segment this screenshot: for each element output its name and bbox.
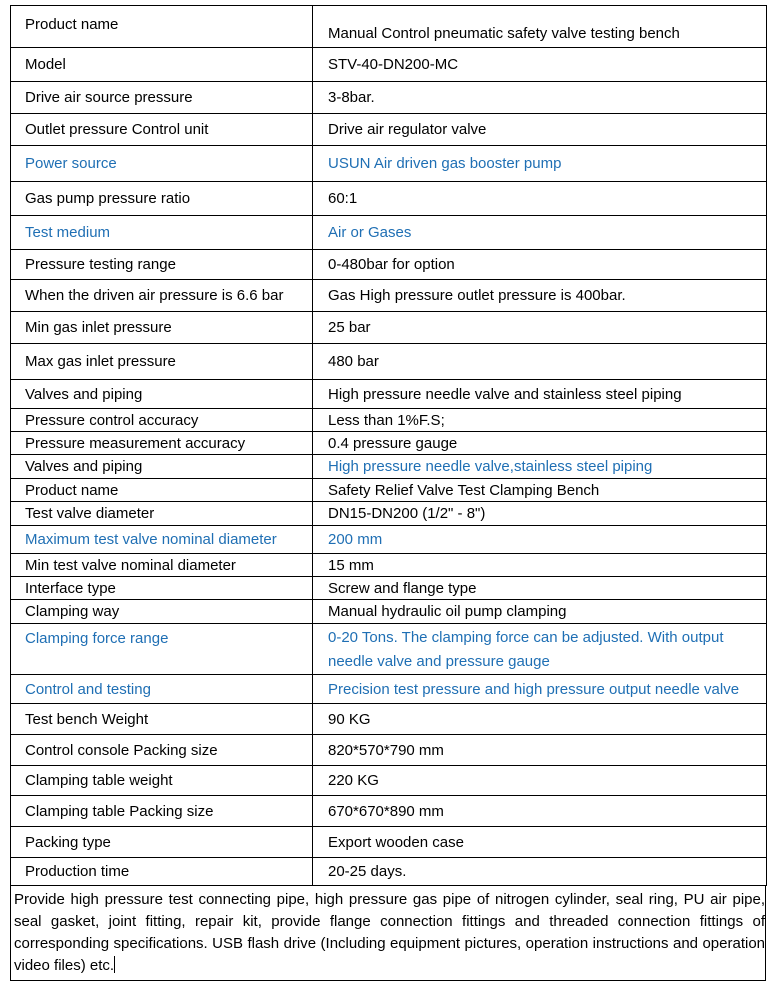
table-row <box>11 675 767 704</box>
row-label: Clamping force range <box>11 624 313 675</box>
row-value: 0.4 pressure gauge <box>313 432 767 455</box>
table-row <box>11 6 767 48</box>
row-value: 200 mm <box>313 526 767 554</box>
row-value: Export wooden case <box>313 827 767 858</box>
footer-note <box>10 885 766 981</box>
table-row <box>11 554 767 577</box>
row-value: 20-25 days. <box>313 858 767 886</box>
table-row <box>11 526 767 554</box>
row-label: Test valve diameter <box>11 502 313 526</box>
row-label: Min gas inlet pressure <box>11 312 313 344</box>
row-value: Safety Relief Valve Test Clamping Bench <box>313 479 767 502</box>
row-value: 0-480bar for option <box>313 250 767 280</box>
row-label: Test bench Weight <box>11 704 313 735</box>
row-value: Precision test pressure and high pressure output needle valve <box>313 675 767 704</box>
row-value: 0-20 Tons. The clamping force can be adjusted. With output needle valve and pressure gauge <box>313 624 767 675</box>
row-label: Production time <box>11 858 313 886</box>
table-row <box>11 455 767 479</box>
row-value: Air or Gases <box>313 216 767 250</box>
row-label: Min test valve nominal diameter <box>11 554 313 577</box>
table-row <box>11 182 767 216</box>
row-label: Interface type <box>11 577 313 600</box>
row-value: 220 KG <box>313 766 767 796</box>
row-value: Gas High pressure outlet pressure is 400bar. <box>313 280 767 312</box>
row-value: Drive air regulator valve <box>313 114 767 146</box>
row-value: DN15-DN200 (1/2" - 8") <box>313 502 767 526</box>
row-label: Clamping table weight <box>11 766 313 796</box>
table-row <box>11 796 767 827</box>
row-label: Gas pump pressure ratio <box>11 182 313 216</box>
row-label: Clamping table Packing size <box>11 796 313 827</box>
row-label: Valves and piping <box>11 455 313 479</box>
row-label: Pressure control accuracy <box>11 409 313 432</box>
table-row <box>11 502 767 526</box>
row-value: Manual hydraulic oil pump clamping <box>313 600 767 624</box>
row-label: Control console Packing size <box>11 735 313 766</box>
row-value: 25 bar <box>313 312 767 344</box>
row-label: Pressure measurement accuracy <box>11 432 313 455</box>
table-row <box>11 624 767 675</box>
table-row <box>11 216 767 250</box>
row-label: Power source <box>11 146 313 182</box>
row-label: Valves and piping <box>11 380 313 409</box>
row-label: Outlet pressure Control unit <box>11 114 313 146</box>
table-row <box>11 312 767 344</box>
row-value: 60:1 <box>313 182 767 216</box>
table-row <box>11 704 767 735</box>
table-row <box>11 250 767 280</box>
row-value: 90 KG <box>313 704 767 735</box>
row-label: When the driven air pressure is 6.6 bar <box>11 280 313 312</box>
row-value: STV-40-DN200-MC <box>313 48 767 82</box>
footer-note-text: Provide high pressure test connecting pipe, high pressure gas pipe of nitrogen cylinder, seal ring, PU air pipe, seal gasket, joint fitting, repair kit, provide flange connection fittings and threaded connection fittings of corresponding specifications. USB flash drive (Including equipment pictures, operation instructions and operation video files) etc. <box>14 891 765 974</box>
row-label: Packing type <box>11 827 313 858</box>
table-row <box>11 735 767 766</box>
table-row <box>11 146 767 182</box>
row-label: Max gas inlet pressure <box>11 344 313 380</box>
row-label: Pressure testing range <box>11 250 313 280</box>
row-label: Product name <box>11 479 313 502</box>
table-row <box>11 479 767 502</box>
table-row <box>11 432 767 455</box>
row-value: Manual Control pneumatic safety valve testing bench <box>313 6 767 48</box>
row-value: 3-8bar. <box>313 82 767 114</box>
table-row <box>11 280 767 312</box>
table-row <box>11 48 767 82</box>
table-row <box>11 858 767 886</box>
row-label: Clamping way <box>11 600 313 624</box>
row-value: USUN Air driven gas booster pump <box>313 146 767 182</box>
table-row <box>11 114 767 146</box>
spec-table <box>10 5 767 886</box>
row-value: 480 bar <box>313 344 767 380</box>
row-label: Maximum test valve nominal diameter <box>11 526 313 554</box>
text-cursor <box>114 956 115 973</box>
table-row <box>11 409 767 432</box>
row-value: 15 mm <box>313 554 767 577</box>
table-row <box>11 82 767 114</box>
row-value: Less than 1%F.S; <box>313 409 767 432</box>
table-row <box>11 600 767 624</box>
row-value: High pressure needle valve,stainless steel piping <box>313 455 767 479</box>
row-label: Product name <box>11 6 313 48</box>
row-label: Test medium <box>11 216 313 250</box>
row-label: Drive air source pressure <box>11 82 313 114</box>
table-row <box>11 766 767 796</box>
table-row <box>11 344 767 380</box>
row-value: 670*670*890 mm <box>313 796 767 827</box>
table-row <box>11 577 767 600</box>
row-value: High pressure needle valve and stainless steel piping <box>313 380 767 409</box>
row-label: Control and testing <box>11 675 313 704</box>
row-value: 820*570*790 mm <box>313 735 767 766</box>
row-label: Model <box>11 48 313 82</box>
table-row <box>11 827 767 858</box>
row-value: Screw and flange type <box>313 577 767 600</box>
table-row <box>11 380 767 409</box>
